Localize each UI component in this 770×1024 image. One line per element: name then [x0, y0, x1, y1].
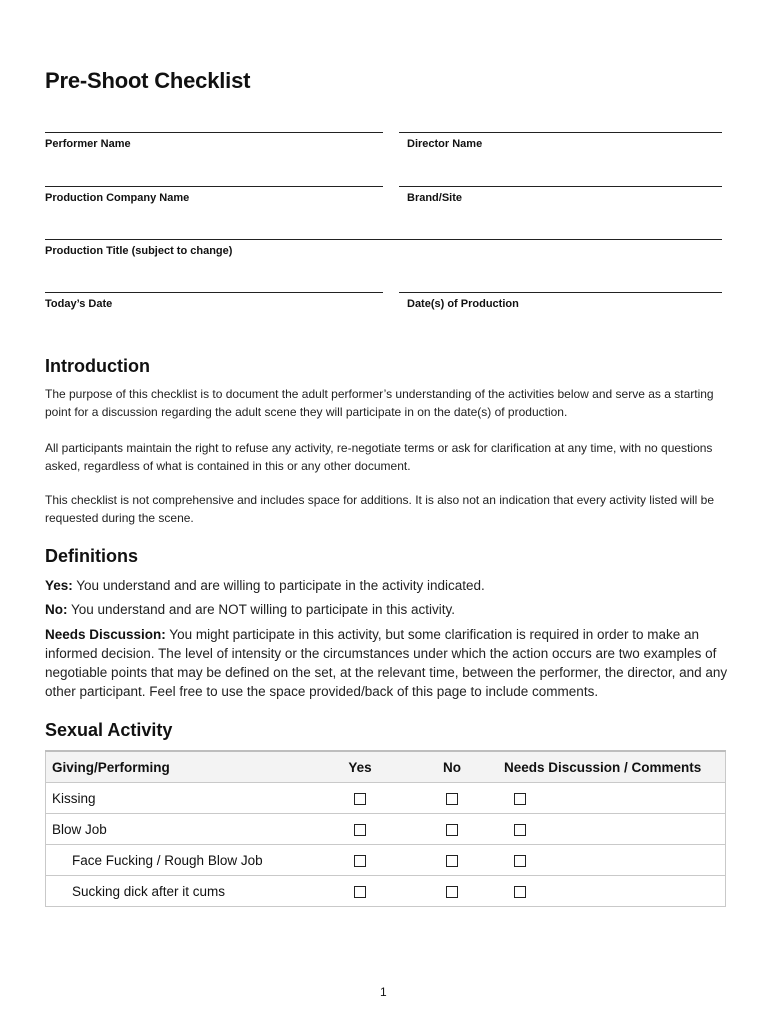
- intro-paragraph-3: This checklist is not comprehensive and includes space for additions. It is also not an indication that every activity listed will be requested during the scene.: [45, 493, 714, 525]
- activity-label: Sucking dick after it cums: [46, 876, 315, 907]
- production-dates-field[interactable]: [399, 292, 722, 310]
- definition-yes-term: Yes:: [45, 578, 73, 593]
- production-dates-label: Date(s) of Production: [407, 298, 519, 310]
- director-name-label: Director Name: [407, 138, 483, 150]
- intro-paragraph-2: All participants maintain the right to refuse any activity, re-negotiate terms or ask for clarification at any time, with no questions asked, regardless of what is contained in this or any other document.: [45, 441, 713, 473]
- definition-needs-discussion: [45, 625, 730, 701]
- definition-yes-text: You understand and are willing to participate in the activity indicated.: [72, 578, 485, 593]
- definitions-heading: Definitions: [45, 546, 138, 566]
- page-title: Pre-Shoot Checklist: [45, 68, 251, 93]
- table-row: [46, 814, 726, 845]
- table-header-row: [46, 751, 726, 783]
- column-header-comments: Needs Discussion / Comments: [498, 751, 726, 783]
- production-title-field[interactable]: [45, 239, 722, 257]
- no-checkbox[interactable]: [446, 793, 458, 805]
- definition-yes: [45, 576, 730, 595]
- column-header-yes: Yes: [314, 751, 406, 783]
- table-row: [46, 876, 726, 907]
- definition-no: [45, 600, 730, 619]
- director-name-field[interactable]: [399, 132, 722, 150]
- todays-date-label: Today’s Date: [45, 298, 113, 310]
- sexual-activity-heading: Sexual Activity: [45, 720, 173, 740]
- intro-paragraph-1: The purpose of this checklist is to document the adult performer’s understanding of the activities below and serve as a starting point for a discussion regarding the adult scene they will participate in on the date(s) of production.: [45, 387, 714, 419]
- yes-checkbox[interactable]: [354, 855, 366, 867]
- yes-checkbox[interactable]: [354, 886, 366, 898]
- sexual-activity-table: [45, 750, 726, 907]
- no-checkbox[interactable]: [446, 886, 458, 898]
- table-row: [46, 783, 726, 814]
- yes-checkbox[interactable]: [354, 824, 366, 836]
- definition-no-text: You understand and are NOT willing to participate in this activity.: [67, 602, 455, 617]
- production-company-label: Production Company Name: [45, 192, 190, 204]
- activity-label: Face Fucking / Rough Blow Job: [46, 845, 315, 876]
- todays-date-field[interactable]: [45, 292, 383, 310]
- column-header-no: No: [406, 751, 498, 783]
- activity-label: Blow Job: [46, 814, 315, 845]
- production-title-label: Production Title (subject to change): [45, 245, 233, 257]
- activity-label: Kissing: [46, 783, 315, 814]
- production-company-field[interactable]: [45, 186, 383, 204]
- needs-discussion-checkbox[interactable]: [514, 824, 526, 836]
- introduction-heading: Introduction: [45, 356, 150, 376]
- needs-discussion-checkbox[interactable]: [514, 886, 526, 898]
- performer-name-field[interactable]: [45, 132, 383, 150]
- brand-site-field[interactable]: [399, 186, 722, 204]
- definition-nd-text: You might participate in this activity, but some clarification is required in order to make an informed decision. The level of intensity or the circumstances under which the action occurs are two examples of negotiable points that may be defined on the set, at the relevant time, between the performer, the director, and any other participant. Feel free to use the space provided/back of this page to include comments.: [45, 627, 728, 699]
- page-number: 1: [380, 985, 387, 999]
- definition-nd-term: Needs Discussion:: [45, 627, 166, 642]
- brand-site-label: Brand/Site: [407, 192, 463, 204]
- needs-discussion-checkbox[interactable]: [514, 793, 526, 805]
- needs-discussion-checkbox[interactable]: [514, 855, 526, 867]
- yes-checkbox[interactable]: [354, 793, 366, 805]
- no-checkbox[interactable]: [446, 855, 458, 867]
- definition-no-term: No:: [45, 602, 68, 617]
- column-header-activity: Giving/Performing: [46, 751, 315, 783]
- table-row: [46, 845, 726, 876]
- no-checkbox[interactable]: [446, 824, 458, 836]
- performer-name-label: Performer Name: [45, 138, 131, 150]
